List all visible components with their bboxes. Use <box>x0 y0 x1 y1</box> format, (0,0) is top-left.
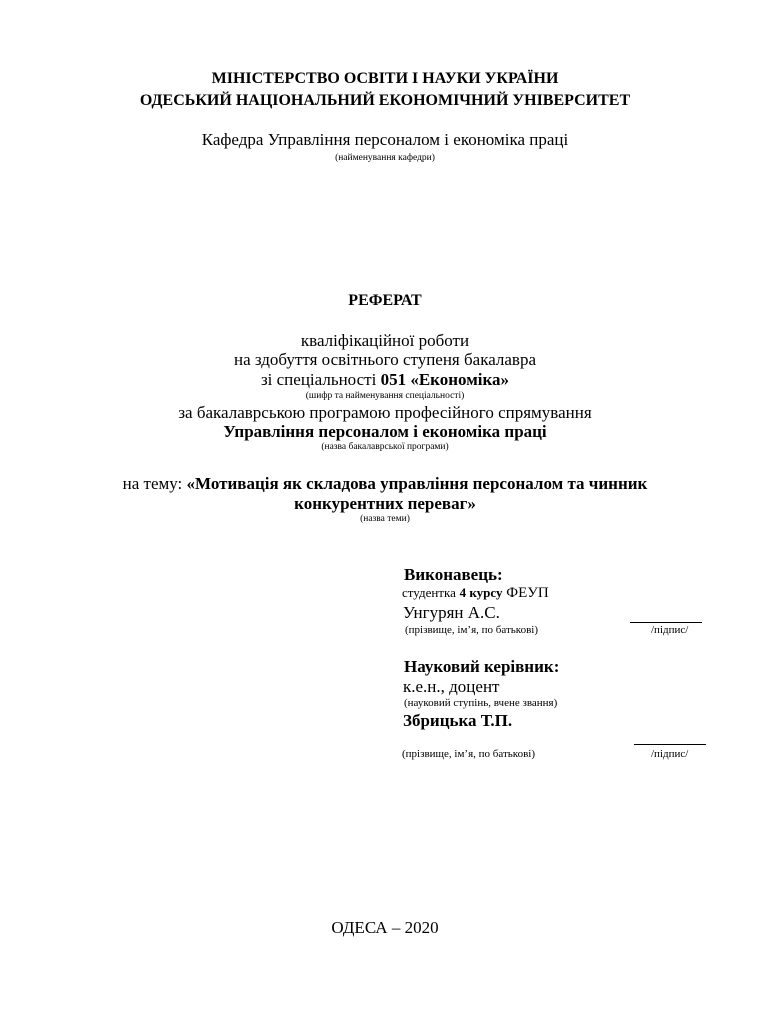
ministry-heading: МІНІСТЕРСТВО ОСВІТИ І НАУКИ УКРАЇНИ <box>211 70 559 87</box>
topic-prefix: на тему: <box>122 474 183 493</box>
supervisor-degree-caption: (науковий ступінь, вчене звання) <box>404 697 558 709</box>
work-type-line: кваліфікаційної роботи <box>300 331 470 350</box>
specialty-line <box>0 369 770 391</box>
supervisor-name: Збрицька Т.П. <box>403 711 513 730</box>
department-caption: (найменування кафедри) <box>335 153 435 163</box>
course-value: 4 курсу <box>459 585 503 600</box>
university-heading: ОДЕСЬКИЙ НАЦІОНАЛЬНИЙ ЕКОНОМІЧНИЙ УНІВЕРСИТЕТ <box>139 92 631 109</box>
topic-title-part-2: конкурентних переваг» <box>294 494 476 513</box>
performer-signature-caption: /підпис/ <box>651 624 689 636</box>
degree-line: на здобуття освітнього ступеня бакалавра <box>233 350 536 369</box>
program-name: Управління персоналом і економіка праці <box>223 422 547 441</box>
document-type: РЕФЕРАТ <box>348 292 422 309</box>
performer-name-caption: (прізвище, ім’я, по батькові) <box>405 624 538 636</box>
performer-name: Унгурян А.С. <box>403 603 500 622</box>
program-caption: (назва бакалаврської програми) <box>321 442 449 452</box>
faculty-value: ФЕУП <box>506 585 549 601</box>
specialty-prefix: зі спеціальності <box>260 370 377 389</box>
supervisor-signature-caption: /підпис/ <box>651 748 689 760</box>
performer-heading: Виконавець: <box>404 565 503 584</box>
program-line: за бакалаврською програмою професійного спрямування <box>178 403 592 422</box>
specialty-caption: (шифр та найменування спеціальності) <box>305 391 465 401</box>
supervisor-degree: к.е.н., доцент <box>403 677 500 696</box>
performer-course-line <box>402 583 549 603</box>
supervisor-signature-line <box>634 744 706 745</box>
supervisor-name-caption: (прізвище, ім’я, по батькові) <box>402 748 535 760</box>
student-prefix: студентка <box>402 585 456 600</box>
topic-title-part-1: «Мотивація як складова управління персоналом та чинник <box>186 474 648 493</box>
topic-caption: (назва теми) <box>360 514 410 524</box>
department-name: Кафедра Управління персоналом і економіка праці <box>201 130 569 149</box>
city-year: ОДЕСА – 2020 <box>331 918 439 937</box>
specialty-value: 051 «Економіка» <box>380 370 510 389</box>
supervisor-heading: Науковий керівник: <box>404 657 560 676</box>
topic-line-1 <box>0 473 770 495</box>
